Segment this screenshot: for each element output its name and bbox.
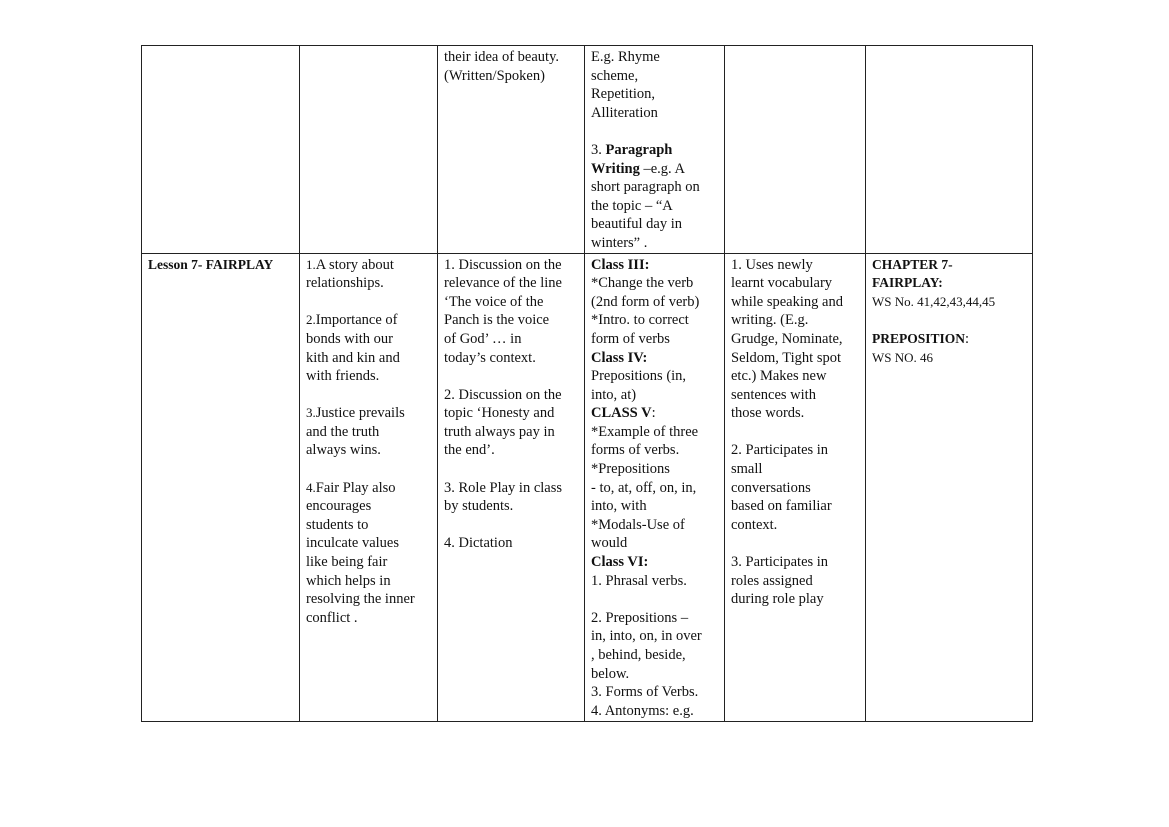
text-line: 2. Discussion on the [444,386,562,403]
worksheet-numbers: WS NO. 46 [872,349,934,365]
activity-cell [438,253,585,721]
lesson-cell [142,253,300,721]
text-line: context. [731,516,778,533]
worksheet-cell [866,253,1033,721]
text-line: (2nd form of verb) [591,293,700,310]
syllabus-table [141,45,1033,722]
outcome-cell [725,253,866,721]
chapter-heading: FAIRPLAY: [872,275,943,291]
text-line: those words. [731,405,805,422]
text-line: kith and kin and [306,349,400,366]
worksheet-numbers: WS No. 41,42,43,44,45 [872,293,996,309]
text-line: ‘The voice of the [444,293,544,310]
text-line: small [731,461,763,478]
text-line: Alliteration [591,104,658,121]
class-heading: Class IV: [591,349,648,366]
lesson-cell [142,46,300,254]
text-line: during role play [731,591,824,608]
text-line: 2. Prepositions – [591,609,689,626]
text-line: and the truth [306,423,380,440]
text-line: *Modals-Use of [591,516,685,533]
text-line: learnt vocabulary [731,275,833,292]
text-line: *Change the verb [591,275,694,292]
text-line: encourages [306,498,372,515]
text-line: Seldom, Tight spot [731,349,841,366]
text-line: *Prepositions [591,461,670,478]
worksheet-cell [866,46,1033,254]
text-line: Prepositions (in, [591,368,687,385]
text-line: bonds with our [306,330,393,347]
text-line: short paragraph on [591,179,700,196]
text-line: beautiful day in [591,216,683,233]
text-line: would [591,535,628,552]
text-line: - to, at, off, on, in, [591,479,697,496]
text-line: of God’ … in [444,330,522,347]
text-line: resolving the inner [306,591,415,608]
text-line: based on familiar [731,498,832,515]
text-line: 3.Justice prevails [306,405,405,422]
class-heading: CLASS V: [591,405,656,422]
text-line: forms of verbs. [591,442,680,459]
class-heading: Class VI: [591,554,649,571]
text-line: 3. Participates in [731,554,829,571]
text-line: like being fair [306,554,388,571]
text-line: students to [306,516,369,533]
text-line: in, into, on, in over [591,628,702,645]
outcome-cell [725,46,866,254]
text-line: 3. Paragraph [591,141,673,158]
text-line: their idea of beauty. [444,49,560,65]
text-line: winters” . [591,234,648,251]
text-line: relevance of the line [444,275,562,292]
text-line: below. [591,665,630,682]
text-line: always wins. [306,442,381,459]
text-line: roles assigned [731,572,813,589]
text-line: inculcate values [306,535,399,552]
lesson-title: Lesson 7- FAIRPLAY [148,256,274,272]
activity-cell [438,46,585,254]
text-line: with friends. [306,368,380,385]
class-heading: Class III: [591,256,650,273]
text-line: 3. Forms of Verbs. [591,684,699,701]
text-line: conversations [731,479,811,496]
text-line: 1. Discussion on the [444,256,562,273]
text-line: *Example of three [591,423,699,440]
content-cell [300,253,438,721]
text-line: 1. Phrasal verbs. [591,572,687,589]
text-line: which helps in [306,572,391,589]
text-line: *Intro. to correct [591,312,689,329]
text-line: 2. Participates in [731,442,829,459]
grammar-cell [585,253,725,721]
text-line: Panch is the voice [444,312,550,329]
text-line: 3. Role Play in class [444,479,563,496]
text-line: truth always pay in [444,423,555,440]
text-line: Repetition, [591,86,656,103]
content-cell [300,46,438,254]
text-line: 2.Importance of [306,312,398,329]
text-line: by students. [444,498,514,515]
text-line: Writing –e.g. A [591,160,685,177]
text-line: E.g. Rhyme [591,49,660,65]
text-line: 4. Dictation [444,535,513,552]
text-line: 1. Uses newly [731,256,813,273]
text-line: topic ‘Honesty and [444,405,555,422]
text-line: the topic – “A [591,197,673,214]
text-line: sentences with [731,386,816,403]
text-line: Grudge, Nominate, [731,330,843,347]
grammar-cell [585,46,725,254]
text-line: 4.Fair Play also [306,479,396,496]
table-row [142,253,1033,721]
table-row [142,46,1033,254]
text-line: writing. (E.g. [731,312,809,329]
text-line: 1.A story about [306,256,394,273]
text-line: into, at) [591,386,637,403]
text-line: 4. Antonyms: e.g. [591,702,694,719]
text-line: the end’. [444,442,495,459]
text-line: etc.) Makes new [731,368,827,385]
text-line: scheme, [591,67,639,84]
text-line: , behind, beside, [591,647,686,663]
text-line: (Written/Spoken) [444,67,545,84]
text-line: today’s context. [444,349,536,366]
text-line: into, with [591,498,647,515]
chapter-heading: CHAPTER 7- [872,256,953,272]
text-line: relationships. [306,275,384,292]
text-line: conflict . [306,609,358,626]
preposition-heading: PREPOSITION: [872,330,970,347]
text-line: while speaking and [731,293,843,310]
text-line: form of verbs [591,330,670,347]
